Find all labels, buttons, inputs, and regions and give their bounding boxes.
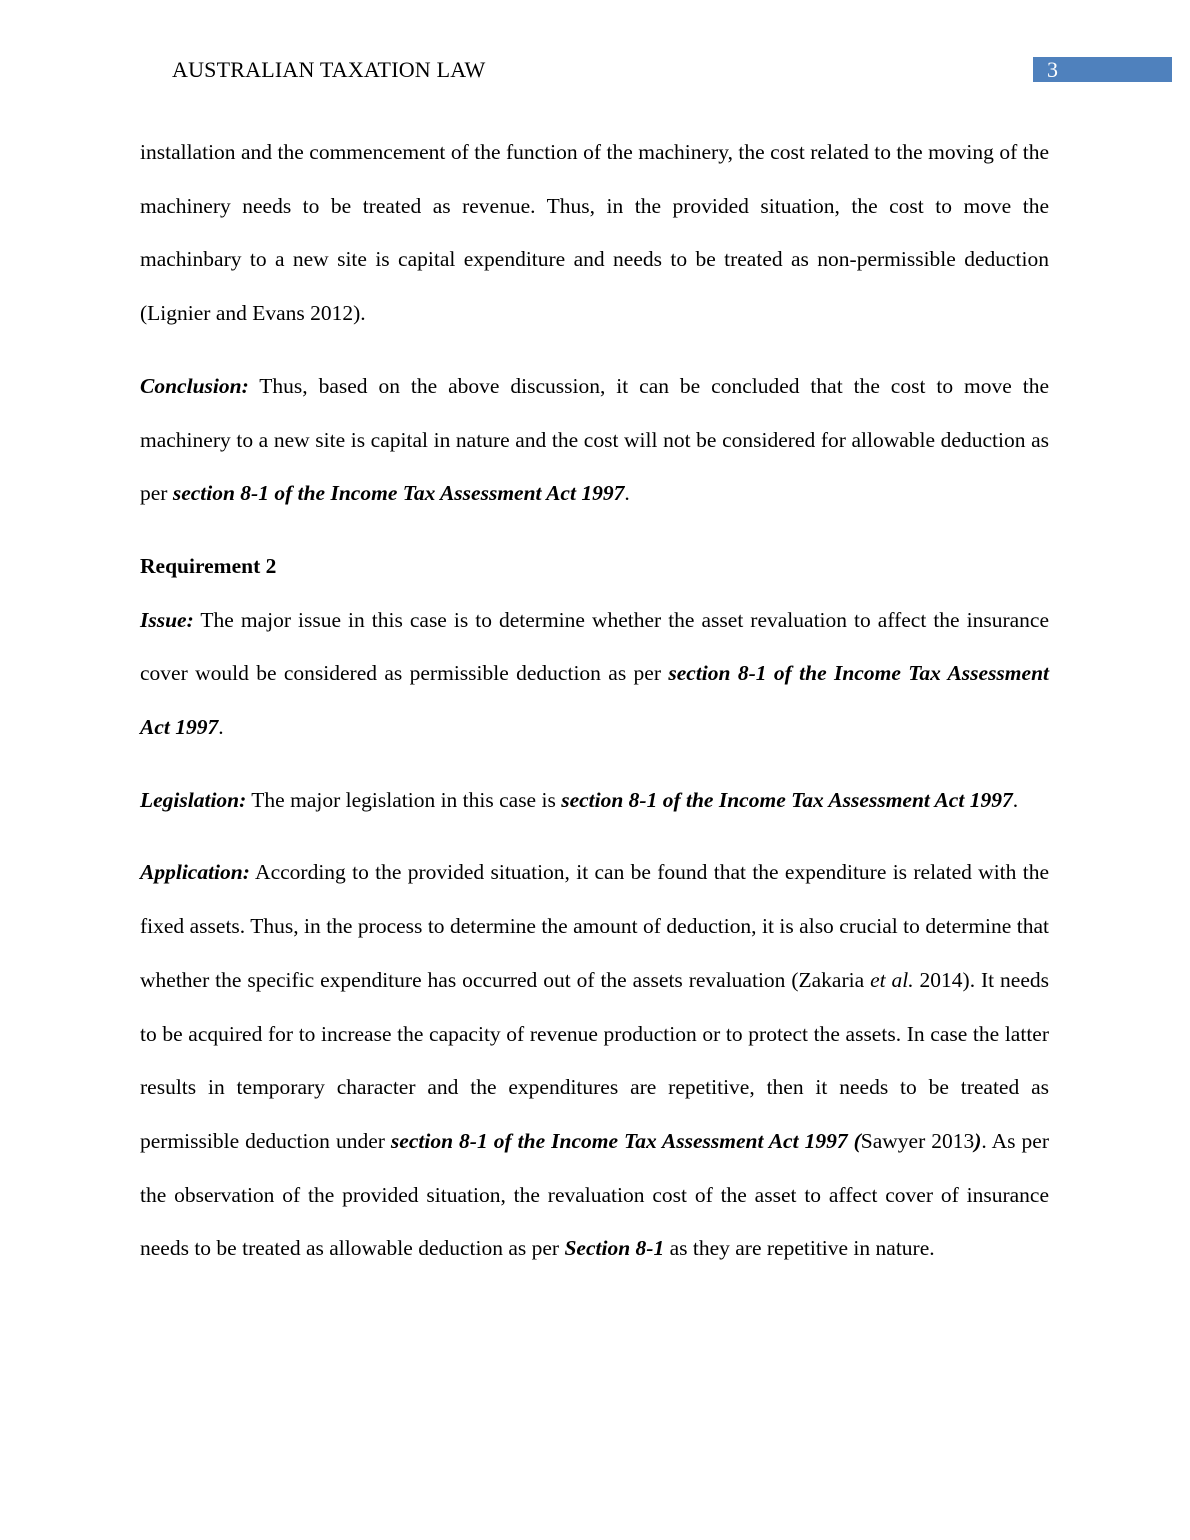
- running-head-title: AUSTRALIAN TAXATION LAW: [172, 57, 486, 82]
- act-reference: section 8-1 of the Income Tax Assessment Act 1997: [140, 661, 1049, 740]
- issue-label: Issue:: [140, 607, 194, 632]
- application-label: Application:: [140, 860, 250, 885]
- act-reference: section 8-1 of the Income Tax Assessment Act 1997: [561, 787, 1013, 812]
- page-number: 3: [1047, 57, 1058, 82]
- et-al: et al.: [870, 967, 914, 992]
- page-number-badge: [1033, 57, 1172, 82]
- citation: Sawyer 2013: [860, 1128, 975, 1153]
- paragraph-continuation: installation and the commencement of the function of the machinery, the cost related to the moving of the machinery needs to be treated as revenue. Thus, in the provided situation, the cost to move the machinbary to a new site is capital expenditure and needs to be treated as non-permissible deduction (Lignier and Evans 2012).: [140, 140, 1049, 326]
- act-reference: section 8-1 of the Income Tax Assessment Act 1997 (: [390, 1128, 861, 1153]
- document-body: [140, 126, 1049, 1276]
- section-heading-requirement-2: Requirement 2: [140, 553, 277, 578]
- conclusion-label: Conclusion:: [140, 373, 249, 398]
- legislation-label: Legislation:: [140, 787, 247, 812]
- paragraph-legislation: Legislation: The major legislation in this case is section 8-1 of the Income Tax Assessment Act 1997.: [140, 787, 1019, 812]
- section-reference: Section 8-1: [564, 1236, 665, 1261]
- act-reference: section 8-1 of the Income Tax Assessment Act 1997: [172, 481, 625, 506]
- paragraph-issue: Issue: The major issue in this case is to determine whether the asset revaluation to affect the insurance cover would be considered as permissible deduction as per section 8-1 of the Income Tax Assessment Act 1997.: [140, 607, 1049, 740]
- paragraph-conclusion: Conclusion: Thus, based on the above discussion, it can be concluded that the cost to move the machinery to a new site is capital in nature and the cost will not be considered for allowable deduction as per section 8-1 of the Income Tax Assessment Act 1997.: [140, 373, 1049, 506]
- paragraph-application: Application: According to the provided situation, it can be found that the expenditure is related with the fixed assets. Thus, in the process to determine the amount of deduction, it is also crucial to determine that whether the specific expenditure has occurred out of the assets revaluation (Zakaria et al. 2014). It needs to be acquired for to increase the capacity of revenue production or to protect the assets. In case the latter results in temporary character and the expenditures are repetitive, then it needs to be treated as permissible deduction under section 8-1 of the Income Tax Assessment Act 1997 (Sawyer 2013). As per the observation of the provided situation, the revaluation cost of the asset to affect cover of insurance needs to be treated as allowable deduction as per Section 8-1 as they are repetitive in nature.: [140, 860, 1050, 1261]
